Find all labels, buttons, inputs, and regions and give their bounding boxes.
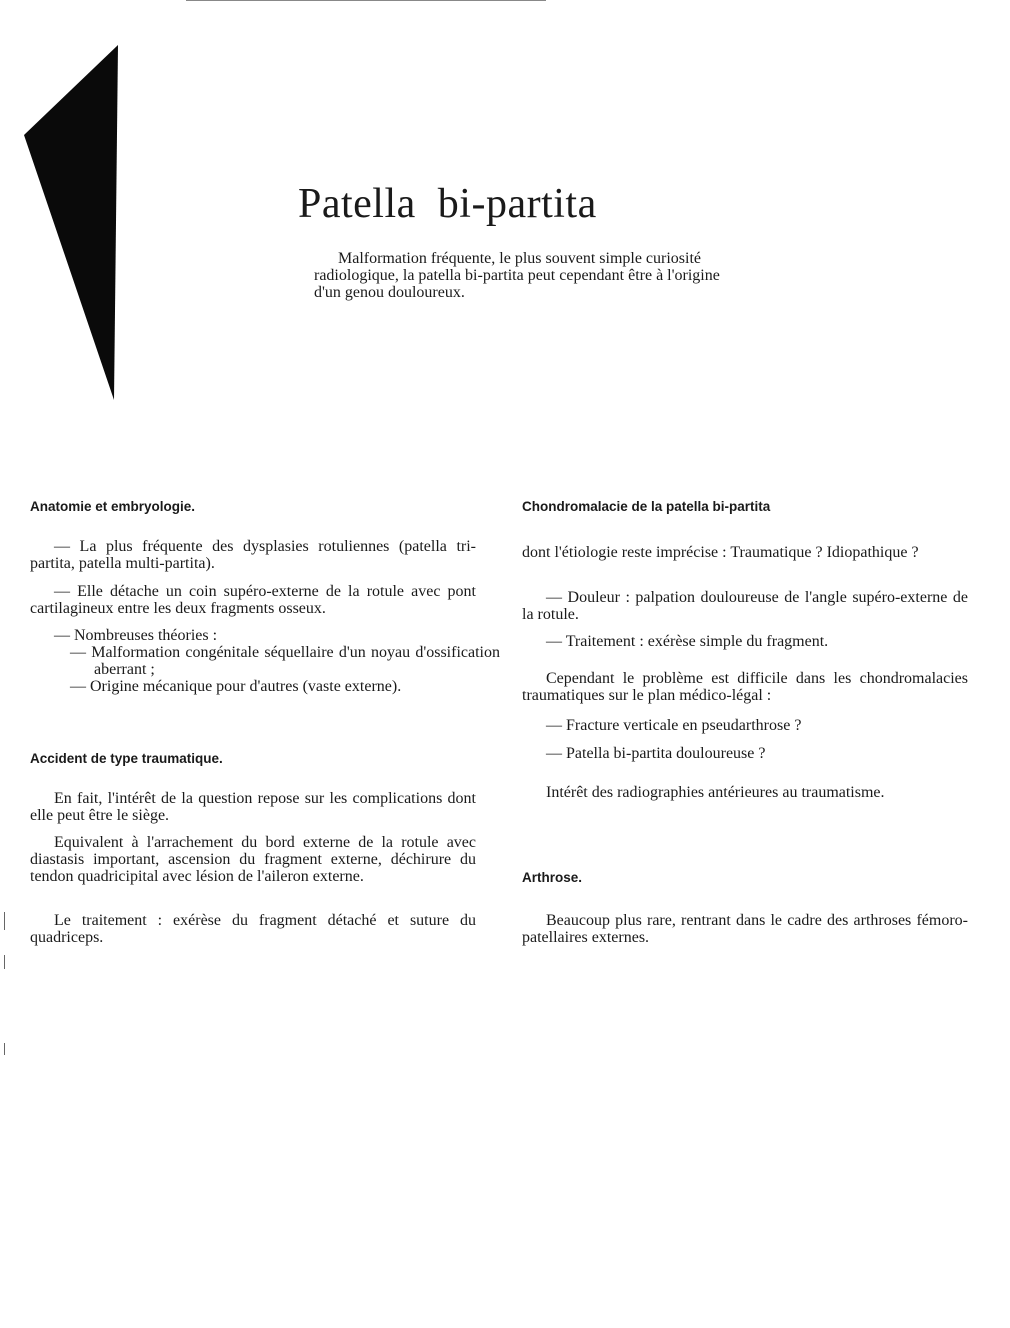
chondromalacia-paragraph-3: — Traitement : exérèse simple du fragment. [546,633,829,650]
chondromalacia-paragraph-4: Cependant le problème est difficile dans les chondromalacies traumatiques sur le plan médico-légal : [522,670,968,704]
lead-paragraph: Malformation fréquente, le plus souvent simple curiosité radiologique, la patella bi-partita peut cependant être à l'origine d'un genou douloureux. [314,250,720,301]
anatomy-paragraph-1: — La plus fréquente des dysplasies rotuliennes (patella tri-partita, patella multi-partita). [30,538,476,572]
anatomy-paragraph-2: — Elle détache un coin supéro-externe de la rotule avec pont cartilagineux entre les deux fragments osseux. [30,583,476,617]
anatomy-theory-1: — Malformation congénitale séquellaire d'un noyau d'ossification aberrant ; [70,644,500,678]
accident-paragraph-1: En fait, l'intérêt de la question repose sur les complications dont elle peut être le siège. [30,790,476,824]
page-title [298,180,597,228]
accident-paragraph-2: Equivalent à l'arrachement du bord externe de la rotule avec diastasis important, ascension du fragment externe, déchirure du tendon quadricipital avec lésion de l'aileron externe. [30,834,476,885]
accident-paragraph-3: Le traitement : exérèse du fragment détaché et suture du quadriceps. [30,912,476,946]
chondromalacia-paragraph-6: — Patella bi-partita douloureuse ? [546,745,766,762]
arthrose-heading: Arthrose. [522,870,583,885]
margin-mark [4,955,5,969]
anatomy-heading: Anatomie et embryologie. [30,499,196,514]
margin-mark [4,1043,5,1055]
chondromalacia-paragraph-5: — Fracture verticale en pseudarthrose ? [546,717,802,734]
chondromalacia-heading: Chondromalacie de la patella bi-partita [522,499,771,514]
anatomy-theory-2: — Origine mécanique pour d'autres (vaste externe). [70,678,402,695]
title-part-1: Patella [298,181,416,227]
chondromalacia-paragraph-2: — Douleur : palpation douloureuse de l'angle supéro-externe de la rotule. [522,589,968,623]
margin-mark [4,912,5,930]
anatomy-paragraph-3: — Nombreuses théories : [54,627,218,644]
accident-heading: Accident de type traumatique. [30,751,223,766]
black-wedge-graphic [0,0,130,420]
arthrose-paragraph-1: Beaucoup plus rare, rentrant dans le cadre des arthroses fémoro-patellaires externes. [522,912,968,946]
chondromalacia-paragraph-7: Intérêt des radiographies antérieures au traumatisme. [546,784,885,801]
chondromalacia-paragraph-1: dont l'étiologie reste imprécise : Traumatique ? Idiopathique ? [522,544,919,561]
title-part-2: bi-partita [437,181,597,227]
top-rule [186,0,546,1]
